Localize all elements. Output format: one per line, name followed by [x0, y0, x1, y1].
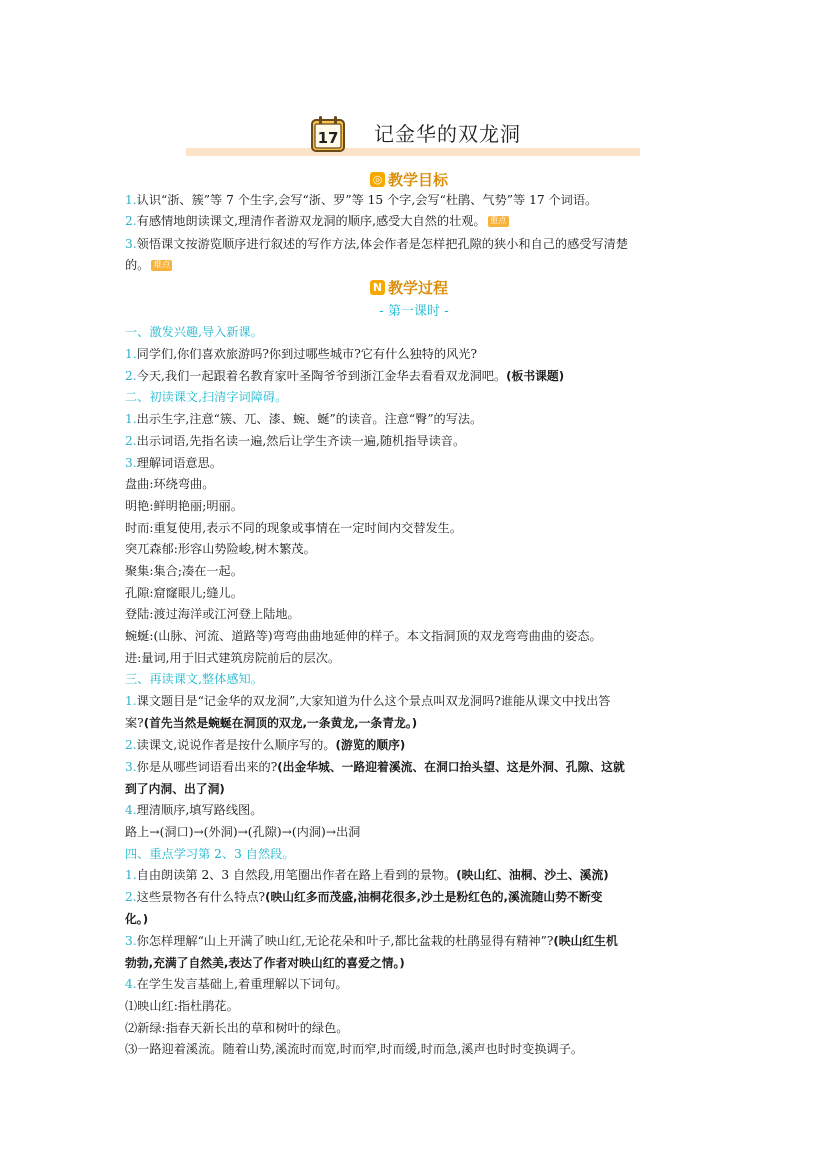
- vocab-item: 时而:重复使用,表示不同的现象或事情在一定时间内交替发生。: [125, 521, 463, 535]
- page-title: 记金华的双龙洞: [374, 122, 521, 146]
- s4-item-2-cont: 化。): [125, 912, 149, 926]
- lesson-title-block: [186, 110, 640, 156]
- vocab-item: 孔隙:窟窿眼儿;缝儿。: [125, 586, 243, 600]
- s1-item-1: 1.同学们,你们喜欢旅游吗?你到过哪些城市?它有什么独特的风光?: [125, 347, 477, 361]
- s3-item-4: 4.理清顺序,填写路线图。: [125, 803, 263, 817]
- vocab-item: 突兀森郁:形容山势险峻,树木繁茂。: [125, 542, 316, 556]
- process-heading: [370, 276, 448, 298]
- vocab-item: 盘曲:环绕弯曲。: [125, 477, 215, 491]
- s3-item-1-cont: 案?(首先当然是蜿蜒在洞顶的双龙,一条黄龙,一条青龙。): [125, 716, 418, 730]
- goal-item-2: 2.有感情地朗读课文,理清作者游双龙洞的顺序,感受大自然的壮观。 重点: [125, 214, 507, 228]
- s4-item-3: 3.你怎样理解“山上开满了映山红,无论花朵和叶子,都比盆栽的杜鹃显得有精神”?(映山红生机: [125, 934, 618, 948]
- vocab-item: 进:量词,用于旧式建筑房院前后的层次。: [125, 651, 341, 665]
- s4-item-3-cont: 勃勃,充满了自然美,表达了作者对映山红的喜爱之情。): [125, 956, 405, 970]
- process-heading-text: 教学过程: [388, 278, 449, 297]
- vocab-item: 明艳:鲜明艳丽;明丽。: [125, 499, 243, 513]
- vocab-item: 蜿蜒:(山脉、河流、道路等)弯弯曲曲地延伸的样子。本文指洞顶的双龙弯弯曲曲的姿态。: [125, 629, 602, 643]
- s1-item-2: 2.今天,我们一起跟着名教育家叶圣陶爷爷到浙江金华去看看双龙洞吧。(板书课题): [125, 369, 565, 383]
- calendar-icon: [308, 114, 348, 154]
- vocab-item: 聚集:集合;凑在一起。: [125, 564, 243, 578]
- section-title-1: 一、激发兴趣,导入新课。: [125, 325, 263, 339]
- s3-item-3: 3.你是从哪些词语看出来的?(出金华城、一路迎着溪流、在洞口抬头望、这是外洞、孔隙、这就: [125, 760, 625, 774]
- s2-item-2: 2.出示词语,先指名读一遍,然后让学生齐读一遍,随机指导读音。: [125, 434, 466, 448]
- goal-item-1: 1.认识“浙、簇”等 7 个生字,会写“浙、罗”等 15 个字,会写“杜鹃、气势”等 17 个词语。: [125, 193, 598, 207]
- s3-item-2: 2.读课文,说说作者是按什么顺序写的。(游览的顺序): [125, 738, 406, 752]
- pen-icon: N: [370, 280, 385, 295]
- route-map: 路上→(洞口)→(外洞)→(孔隙)→(内洞)→出洞: [125, 825, 361, 839]
- phrase-item: ⑶一路迎着溪流。随着山势,溪流时而宽,时而窄,时而缓,时而急,溪声也时时变换调子。: [125, 1042, 584, 1056]
- s2-item-1: 1.出示生字,注意“簇、兀、漆、蜿、蜒”的读音。注意“臀”的写法。: [125, 412, 483, 426]
- target-icon: ◎: [370, 172, 385, 187]
- phrase-item: ⑴映山红:指杜鹃花。: [125, 999, 239, 1013]
- section-title-3: 三、再读课文,整体感知。: [125, 672, 263, 686]
- section-title-2: 二、初读课文,扫清字词障碍。: [125, 390, 288, 404]
- s2-item-3: 3.理解词语意思。: [125, 456, 222, 470]
- section-title-4: 四、重点学习第 2、3 自然段。: [125, 847, 295, 861]
- lesson-number: 17: [317, 129, 339, 147]
- goal-item-3: 3.领悟课文按游览顺序进行叙述的写作方法,体会作者是怎样把孔隙的狭小和自己的感受写清楚: [125, 237, 629, 251]
- s4-item-2: 2.这些景物各有什么特点?(映山红多而茂盛,油桐花很多,沙土是粉红色的,溪流随山势不断变: [125, 890, 603, 904]
- s4-item-4: 4.在学生发言基础上,着重理解以下词句。: [125, 977, 348, 991]
- lesson-period-label: - 第一课时 -: [379, 304, 449, 319]
- s3-item-3-cont: 到了内洞、出了洞): [125, 782, 225, 796]
- goal-item-3-cont: 的。 难点: [125, 258, 171, 272]
- s4-item-1: 1.自由朗读第 2、3 自然段,用笔圈出作者在路上看到的景物。(映山红、油桐、沙土、溪流): [125, 868, 609, 882]
- vocab-item: 登陆:渡过海洋或江河登上陆地。: [125, 607, 300, 621]
- difficulty-badge: 难点: [153, 260, 171, 270]
- s3-item-1: 1.课文题目是“记金华的双龙洞”,大家知道为什么这个景点叫双龙洞吗?谁能从课文中找出答: [125, 694, 611, 708]
- goals-heading: [370, 168, 448, 190]
- goals-heading-text: 教学目标: [388, 170, 449, 189]
- title-underline: [186, 148, 640, 156]
- key-point-badge: 重点: [489, 216, 507, 226]
- phrase-item: ⑵新绿:指春天新长出的草和树叶的绿色。: [125, 1021, 349, 1035]
